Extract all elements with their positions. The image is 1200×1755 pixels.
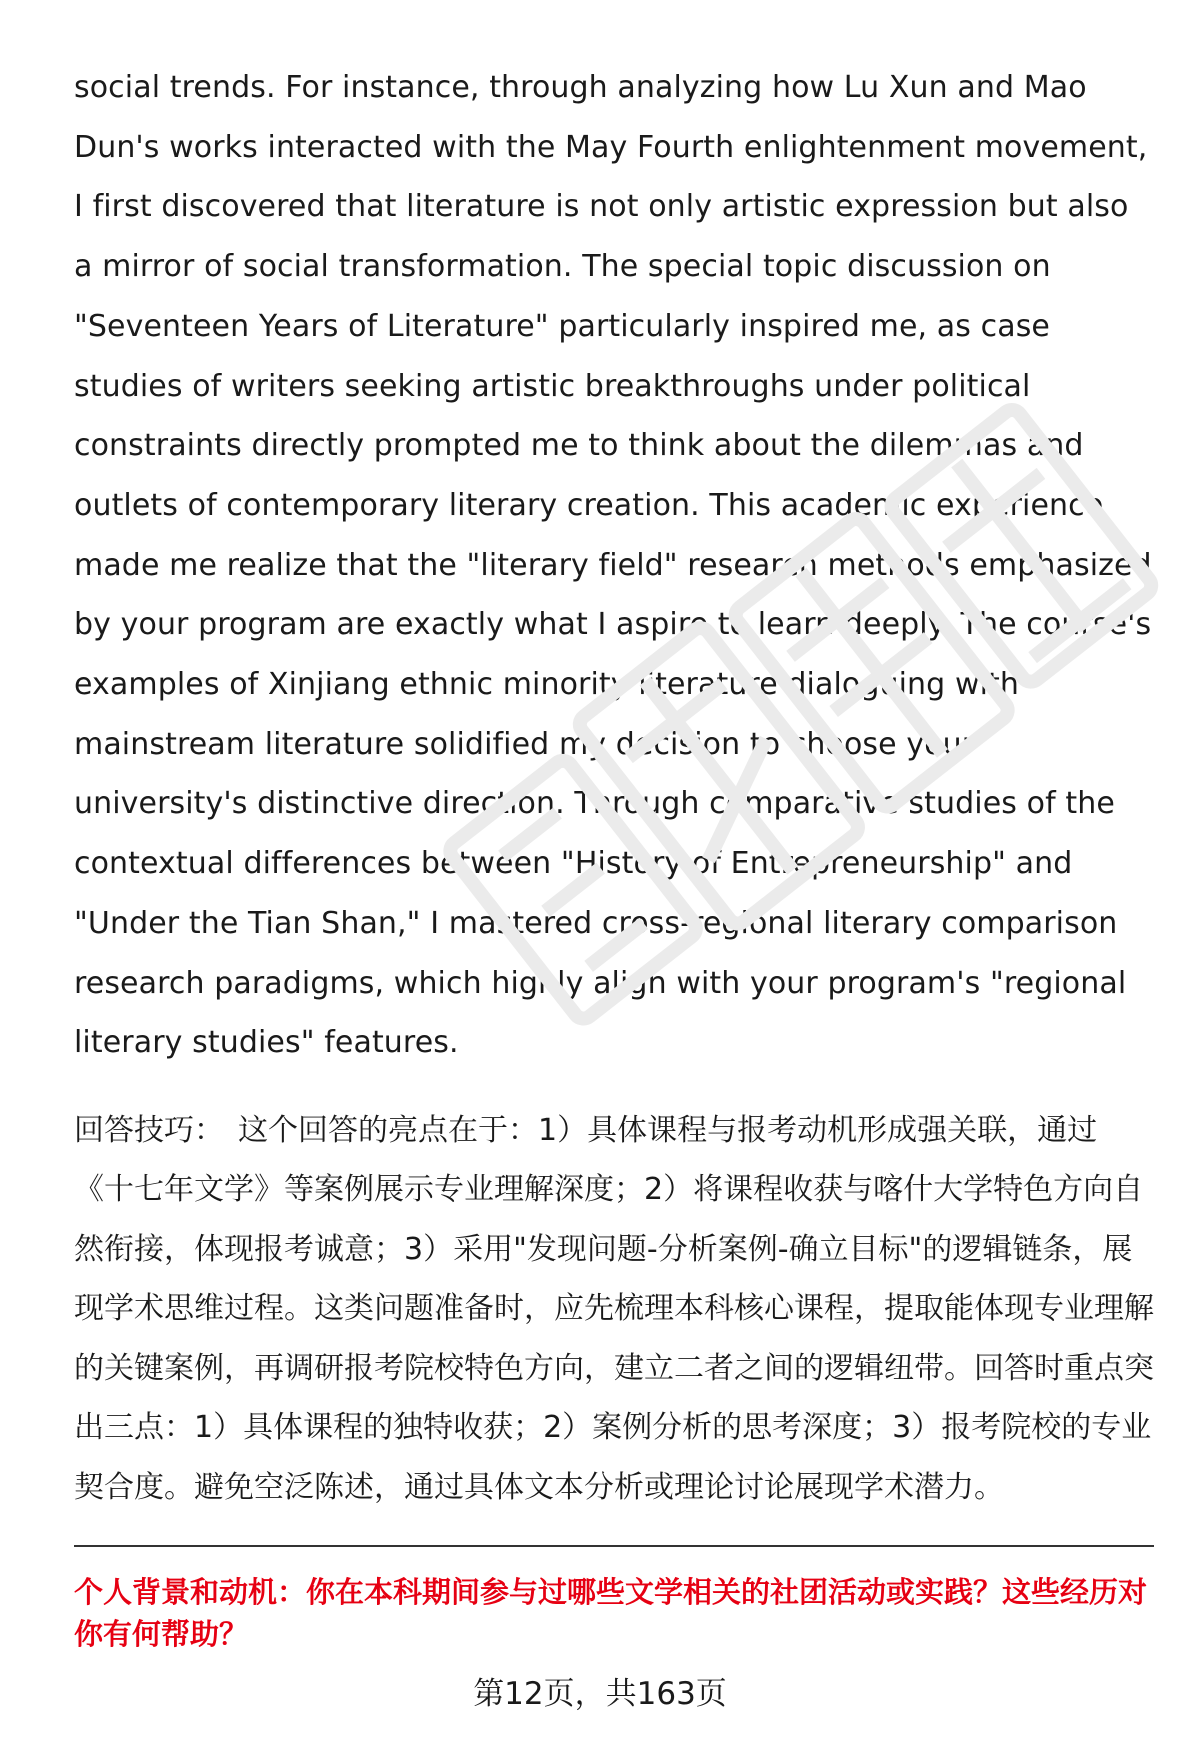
next-question-heading: 个人背景和动机：你在本科期间参与过哪些文学相关的社团活动或实践？这些经历对你有何帮助？ — [74, 1575, 1148, 1652]
page-footer: 第12页，共163页 — [473, 1676, 727, 1712]
answer-tips-paragraph — [74, 1101, 1154, 1518]
document-page — [74, 58, 1154, 1655]
answer-tips-label: 回答技巧： — [74, 1112, 224, 1148]
answer-tips-text: 这个回答的亮点在于：1）具体课程与报考动机形成强关联，通过《十七年文学》等案例展示专业理解深度；2）将课程收获与喀什大学特色方向自然衔接，体现报考诚意；3）采用"发现问题-分析案例-确立目标"的逻辑链条，展现学术思维过程。这类问题准备时，应先梳理本科核心课程，提取能体现专业理解的关键案例，再调研报考院校特色方向，建立二者之间的逻辑纽带。回答时重点突出三点：1）具体课程的独特收获；2）案例分析的思考深度；3）报考院校的专业契合度。避免空泛陈述，通过具体文本分析或理论讨论展现学术潜力。 — [74, 1112, 1154, 1505]
section-divider — [74, 1545, 1154, 1547]
answer-paragraph: social trends. For instance, through analyzing how Lu Xun and Mao Dun's works interacted with the May Fourth enlightenment movement, I first discovered that literature is not only artistic expression but also a mirror of social transformation. The special topic discussion on "Seventeen Years of Literature" particularly inspired me, as case studies of writers seeking artistic breakthroughs under political constraints directly prompted me to think about the dilemmas and outlets of contemporary literary creation. This academic experience made me realize that the "literary field" research methods emphasized by your program are exactly what I aspire to learn deeply. The course's examples of Xinjiang ethnic minority literature dialoguing with mainstream literature solidified my decision to choose your university's distinctive direction. Through comparative studies of the contextual differences between "History of Entrepreneurship" and "Under the Tian Shan," I mastered cross-regional literary comparison research paradigms, which highly align with your program's "regional literary studies" features. — [74, 70, 1152, 1061]
